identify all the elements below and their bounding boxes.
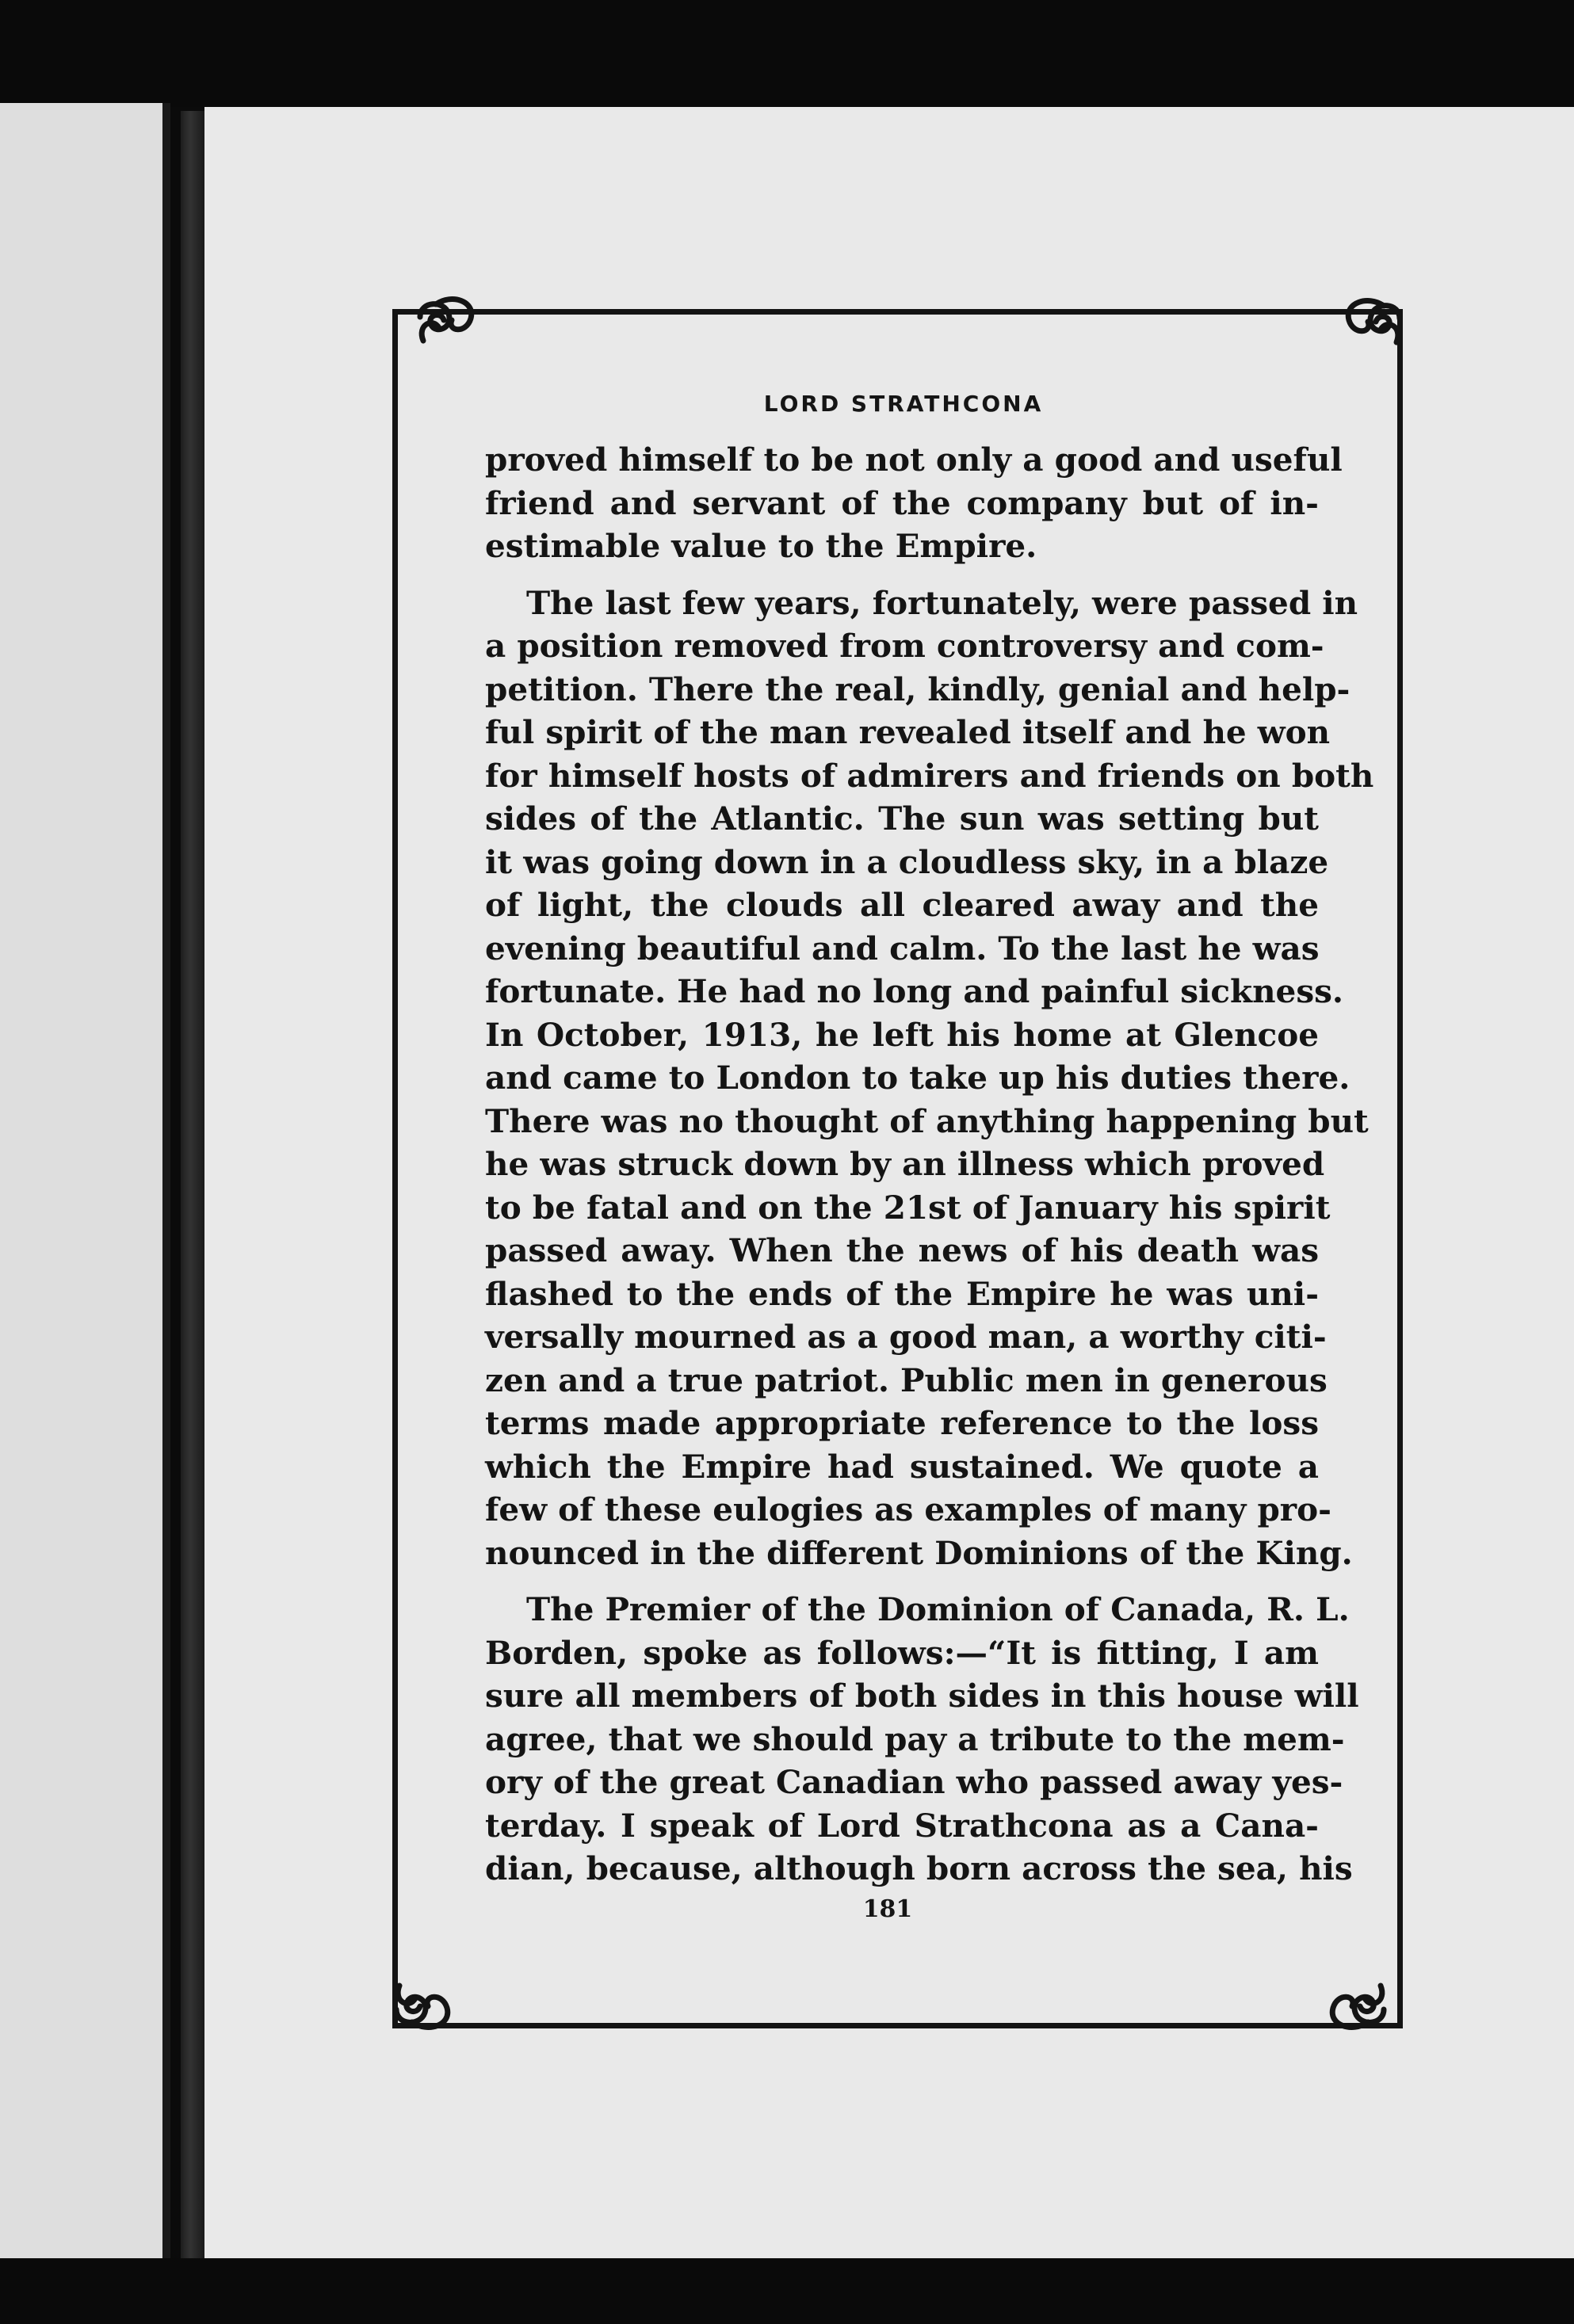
corner-ornament-bottom-right-icon (1316, 1957, 1392, 2033)
text-line: zen and a true patriot. Public men in generous (485, 1360, 1328, 1399)
text-line: flashed to the ends of the Empire he was uni- (485, 1274, 1319, 1313)
book-gutter (181, 111, 204, 2266)
text-line: passed away. When the news of his death was (485, 1231, 1319, 1269)
text-line: ory of the great Canadian who passed away yes- (485, 1763, 1343, 1801)
scan-background-bottom (0, 2258, 1574, 2324)
text-line: Borden, spoke as follows:—“It is fitting, I am (485, 1633, 1319, 1672)
text-line: dian, because, although born across the sea, his (485, 1849, 1353, 1887)
paragraph (485, 582, 1374, 1575)
text-line: The last few years, fortunately, were passed in (526, 583, 1358, 622)
text-line: sides of the Atlantic. The sun was setting but (485, 799, 1319, 838)
text-line: sure all members of both sides in this house will (485, 1677, 1359, 1715)
text-line: agree, that we should pay a tribute to the mem- (485, 1719, 1345, 1758)
text-line: he was struck down by an illness which proved (485, 1145, 1325, 1183)
text-line: fortunate. He had no long and painful sickness. (485, 972, 1344, 1010)
text-line: ful spirit of the man revealed itself and he won (485, 713, 1331, 751)
paragraph (485, 438, 1343, 568)
text-line: There was no thought of anything happening but (485, 1101, 1369, 1140)
facing-page-edge (0, 103, 170, 2266)
text-line: estimable value to the Empire. (485, 527, 1037, 565)
text-line: terday. I speak of Lord Strathcona as a Cana- (485, 1806, 1319, 1845)
corner-ornament-top-right-icon (1331, 295, 1408, 371)
page-number: 181 (862, 1895, 913, 1923)
text-line: friend and servant of the company but of in- (485, 483, 1319, 522)
text-line: petition. There the real, kindly, genial and help- (485, 670, 1351, 708)
text-line: terms made appropriate reference to the loss (485, 1404, 1319, 1442)
text-line: of light, the clouds all cleared away and the (485, 886, 1319, 924)
text-line: proved himself to be not only a good and useful (485, 441, 1343, 479)
text-line: few of these eulogies as examples of many pro- (485, 1490, 1331, 1528)
text-line: nounced in the different Dominions of the King. (485, 1533, 1353, 1572)
text-line: a position removed from controversy and com- (485, 627, 1324, 665)
text-line: to be fatal and on the 21st of January his spirit (485, 1188, 1331, 1227)
text-line: versally mourned as a good man, a worthy citi- (485, 1318, 1327, 1356)
text-line: which the Empire had sustained. We quote a (485, 1447, 1319, 1486)
text-line: evening beautiful and calm. To the last he was (485, 929, 1320, 967)
text-line: for himself hosts of admirers and friends on both (485, 756, 1374, 795)
corner-ornament-top-left-icon (412, 293, 488, 369)
corner-ornament-bottom-left-icon (388, 1957, 464, 2033)
body-text (485, 438, 1374, 1891)
paragraph (485, 1588, 1359, 1891)
text-line: and came to London to take up his duties there. (485, 1059, 1351, 1097)
text-line: In October, 1913, he left his home at Glencoe (485, 1015, 1319, 1054)
scan-background-top (0, 0, 1574, 107)
text-line: it was going down in a cloudless sky, in a blaze (485, 842, 1329, 881)
running-head: LORD STRATHCONA (763, 391, 1044, 417)
text-line: The Premier of the Dominion of Canada, R. L. (526, 1590, 1350, 1628)
